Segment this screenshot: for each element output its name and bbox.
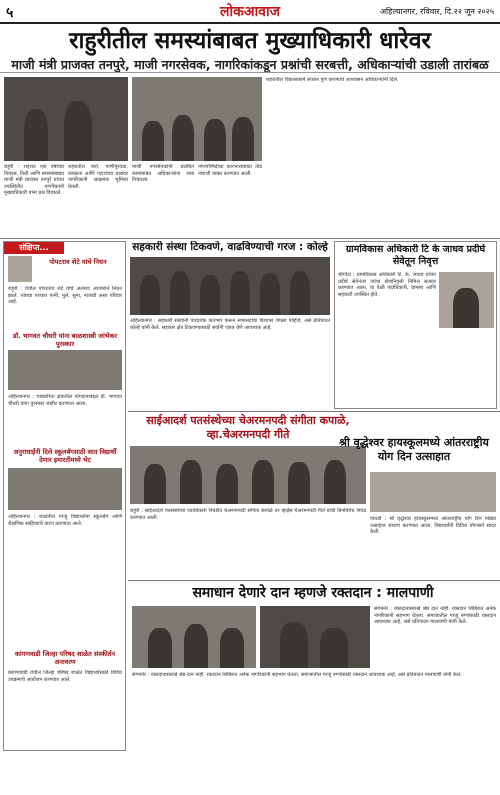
divider (0, 238, 500, 239)
story5-photo-1 (370, 472, 496, 512)
lead-photo-center (132, 77, 262, 161)
brief2-title: डॉ. भागवत चौधरी यांना बाळशास्त्री जांभेकर पुरस्कार (12, 332, 118, 348)
brief3-text: अहिल्यानगर : शाळेतील गरजू विद्यार्थ्यांना स्कूलबॅग आणि शैक्षणिक साहित्याचे वाटप करण्यात आले. (8, 514, 122, 527)
brief1-text: राहुरी : येथील पोपटराव शेटे यांचे अल्पशा आजाराने निधन झाले. त्यांच्या पश्चात पत्नी, मुले, सुना, नातवंडे असा परिवार आहे. (8, 286, 122, 306)
lead-photo-left (4, 77, 128, 161)
dateline: अहिल्यानगर, रविवार, दि.२२ जून २०२५ (379, 7, 494, 16)
brief2-text: अहिल्यानगर : पत्रकारिता क्षेत्रातील योगदानाबद्दल डॉ. भागवत चौधरी यांना पुरस्कार जाहीर करण्यात आला. (8, 394, 122, 407)
story6-text: संगमनेर : रक्तदानासारखे श्रेष्ठ दान नाही. रक्तदान शिबिरात अनेक नागरिकांनी सहभाग घेतला. समाजातील गरजू रुग्णांसाठी रक्तदान आवश्यक आहे, असे प्रतिपादन मालपाणी यांनी केले. (132, 672, 462, 678)
story3-box (334, 241, 497, 409)
sidebar-label: संक्षिप्त... (4, 242, 64, 254)
lead-subheadline: माजी मंत्री प्राजक्त तनपुरे, माजी नगरसेवक, नागरिकांकडून प्रश्नांची सरबत्ती, अधिकाऱ्यांची उडाली तारांबळ (0, 57, 500, 73)
lead-headline: राहुरीतील समस्यांबाबत मुख्याधिकारी धारेवर (69, 28, 431, 54)
brief2-photo (8, 350, 122, 390)
story4-headline: साईआदर्श पतसंस्थेच्या चेअरमनपदी संगीता कपाळे, व्हा.चेअरमनपदी गीते (146, 414, 350, 441)
lead-col-4: नगरपरिषदेच्या कारभाराबाबत तीव्र नाराजी व्यक्त करण्यात आली. (198, 164, 262, 177)
story6-side-text: संगमनेर : रक्तदानासारखे श्रेष्ठ दान नाही. रक्तदान शिबिरात अनेक नागरिकांनी सहभाग घेतला. समाजातील गरजू रुग्णांसाठी रक्तदान आवश्यक आहे, असे प्रतिपादन मालपाणी यांनी केले. (374, 606, 496, 626)
story2-photo (130, 257, 330, 315)
brief4-text: कांगणवाडी येथील जिल्हा परिषद शाळेत विद्यार्थ्यांसाठी विविध उपक्रमांचे आयोजन करण्यात आले. (8, 670, 122, 683)
brief4-title: कांगणवाडी जिल्हा परिषद शाळेत संस्कीर्तन अनावरण (15, 650, 115, 666)
obit-photo (8, 256, 32, 282)
story2-headline: सहकारी संस्था टिकवणे, वाढविण्याची गरज : कोल्हे (132, 241, 328, 253)
story5-headline: श्री वृद्धेश्वर हायस्कूलमध्ये आंतरराष्ट्रीय योग दिन उत्साहात (339, 436, 489, 463)
story4-text: राहुरी : साईआदर्श पतसंस्थेच्या पदाधिकारी निवडीत चेअरमनपदी संगीता कपाळे तर व्हाईस चेअरमनपदी गीते यांची बिनविरोध निवड करण्यात आली. (130, 508, 366, 521)
brief3-photo (8, 468, 122, 510)
story3-text: श्रीगोंदा : ग्रामविकास अधिकारी टि. के. जाधव यांच्या प्रदीर्घ सेवेनंतर त्यांचा सेवानिवृत्ती निमित्त सत्कार करण्यात आला. या वेळी पदाधिकारी, ग्रामस्थ आणि सहकारी उपस्थित होते. (338, 272, 436, 298)
page-number: ५ (6, 5, 14, 21)
story3-headline: ग्रामविकास अधिकारी टि के जाधव प्रदीर्घ सेवेतून निवृत्त (345, 244, 486, 267)
story6-headline: समाधान देणारे दान म्हणजे रक्तदान : मालपाणी (192, 585, 434, 601)
lead-col-3: माजी नगरसेवकांनी प्रलंबित कामांबाबत अधिकाऱ्यांना जाब विचारला. (132, 164, 194, 184)
divider (128, 411, 500, 412)
divider (128, 580, 500, 581)
story6-photo-1 (132, 606, 256, 668)
lead-col-2: शहरातील रस्ते, पाणीपुरवठा, स्वच्छता आणि गटारांच्या प्रश्नांवर नागरिकांनी आक्रमक भूमिका घेतली. (68, 164, 128, 190)
sidebar-briefs (3, 241, 126, 751)
story2-text: अहिल्यानगर : सहकारी संस्थांनी पारदर्शक कारभार करून सभासदांचा विश्वास जपला पाहिजे, असे प्रतिपादन कोल्हे यांनी केले. सहकार क्षेत्र टिकवण्यासाठी सर्वांनी एकत्र येणे आवश्यक आहे. (130, 318, 330, 331)
brief1-title: पोपटराव शेटे यांचे निधन (49, 258, 107, 266)
page-header (0, 0, 500, 24)
story6-photo-2 (260, 606, 370, 668)
lead-col-5: शहरातील विकासकामे लवकर पूर्ण करण्याचे आश्वासन अधिकाऱ्यांनी दिले. (266, 77, 399, 83)
masthead-logo: लोकआवाज (220, 4, 280, 20)
brief3-title: अनुराधाईंनी दिले स्कूलबॅगसाठी सात विद्यार्थी देणार इमारतीमध्ये भेट (13, 448, 117, 464)
story5-text: पाथर्डी : श्री वृद्धेश्वर हायस्कूलमध्ये आंतरराष्ट्रीय योग दिन मोठ्या उत्साहात साजरा करण्यात आला. विद्यार्थ्यांनी विविध योगासने सादर केली. (370, 516, 496, 536)
story3-photo (439, 272, 494, 328)
lead-col-1: राहुरी : शहरात एक वर्षाच्या विकास, निधी आणि समस्यांबाबत माजी मंत्री प्राजक्त तनपुरे यांच्या उपस्थितीत नागरिकांनी मुख्याधिकारी यांना प्रश्न विचारले. (4, 164, 64, 197)
